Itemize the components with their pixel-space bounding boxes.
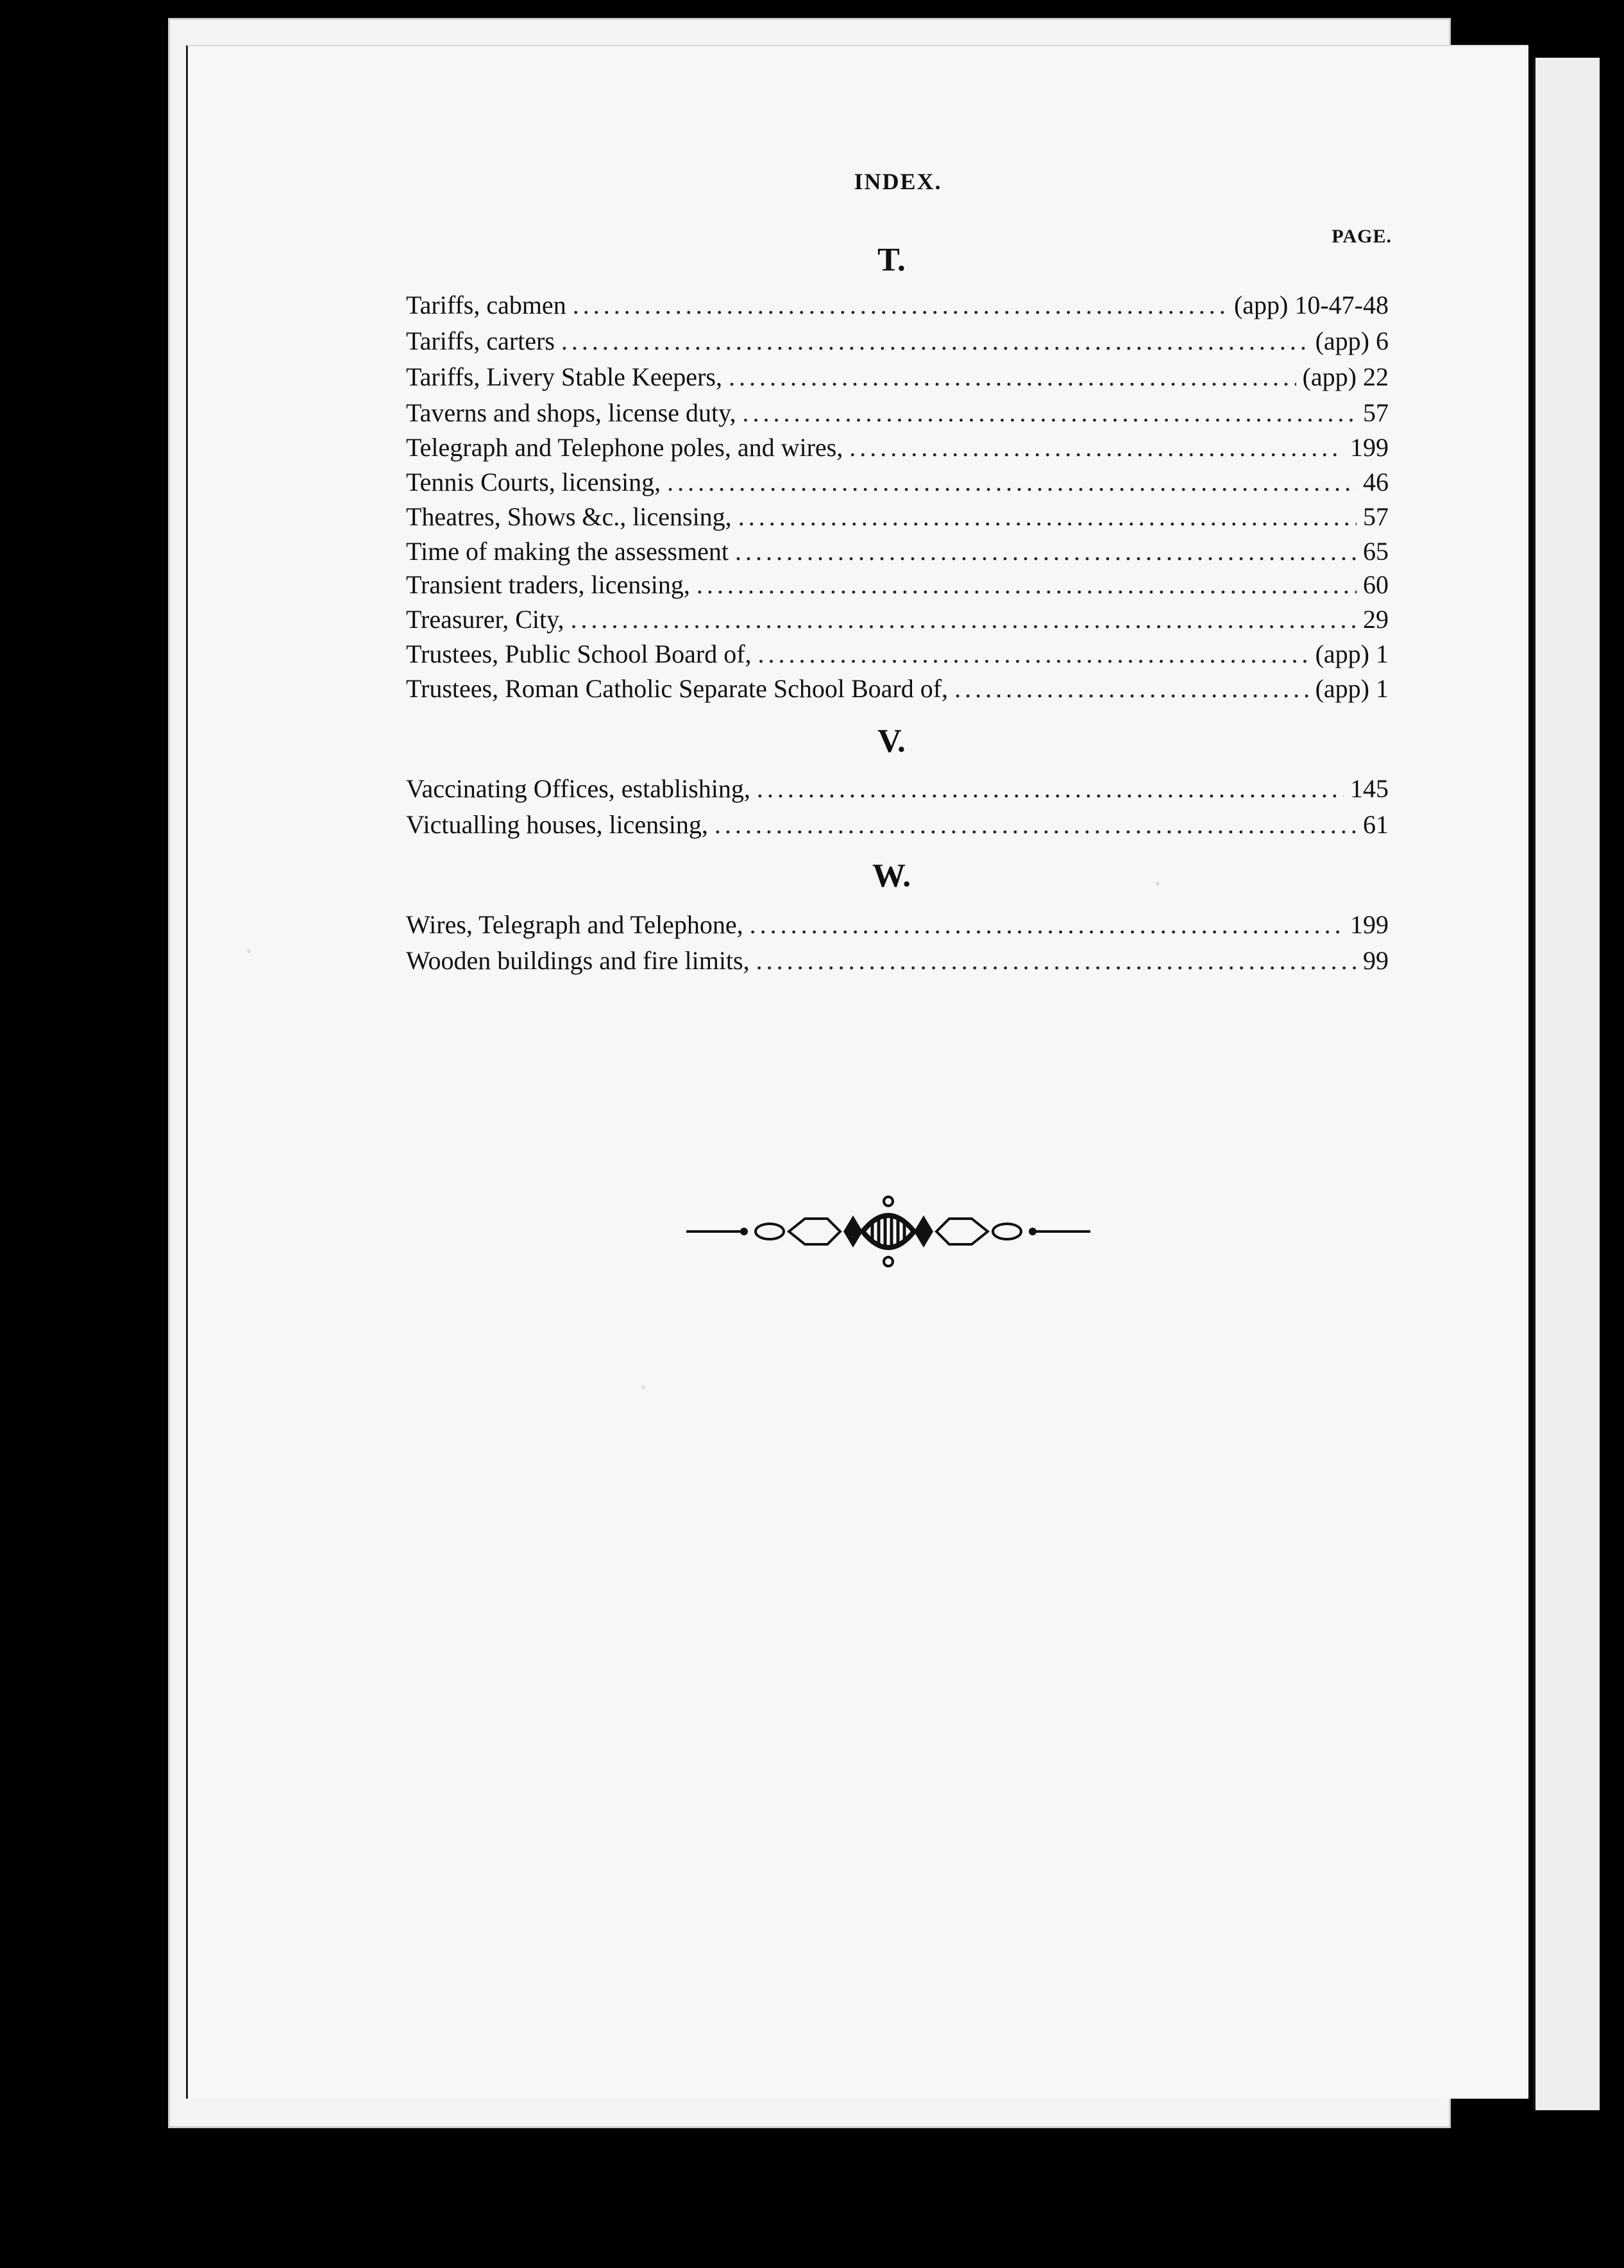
entry-label: Trustees, Public School Board of, [406,639,752,668]
index-entry [406,604,1389,640]
entry-label: Victualling houses, licensing, [406,810,708,839]
dot-leader [573,290,1228,320]
entry-page: (app) 10-47-48 [1233,291,1389,319]
entry-label: Theatres, Shows &c., licensing, [406,502,732,531]
entry-page: (app) 22 [1302,362,1389,391]
index-entry [406,639,1389,675]
entry-label: Wires, Telegraph and Telephone, [406,910,743,939]
dot-leader [667,467,1357,497]
dot-leader [750,910,1344,940]
entry-label: Transient traders, licensing, [406,570,690,599]
scan-speck [641,1385,645,1389]
scan-speck [1156,882,1160,886]
entry-page: 99 [1363,946,1389,975]
entry-page: 199 [1350,433,1389,462]
entry-page: (app) 6 [1315,326,1389,355]
index-entry [406,326,1389,362]
index-entry [406,774,1389,809]
entry-page: (app) 1 [1315,674,1389,703]
entry-label: Time of making the assessment [406,537,729,566]
dot-leader [756,945,1357,976]
entry-label: Tennis Courts, licensing, [406,468,661,496]
index-entry [406,290,1389,326]
entry-label: Taverns and shops, license duty, [406,398,736,427]
entry-page: 46 [1363,468,1389,496]
entry-page: 57 [1363,398,1389,427]
scan-speck [247,949,251,953]
dot-leader [735,536,1357,566]
entry-page: 60 [1363,570,1389,599]
entry-page: 145 [1350,774,1389,803]
entry-page: 57 [1363,502,1389,531]
index-entry [406,536,1389,572]
dot-leader [738,502,1357,532]
index-entry [406,570,1389,605]
dot-leader [757,774,1344,804]
dot-leader [561,326,1309,356]
index-entry [406,809,1389,845]
dot-leader [954,673,1309,704]
dot-leader [743,398,1357,428]
index-entry [406,362,1389,398]
section-letter-v: V. [877,723,906,759]
dot-leader [715,809,1357,840]
index-entry [406,945,1389,981]
page-title: INDEX. [854,169,942,194]
dot-leader [729,362,1296,392]
index-entry [406,432,1389,468]
entry-label: Wooden buildings and fire limits, [406,946,750,975]
index-entry [406,398,1389,434]
entry-label: Tariffs, cabmen [406,291,566,319]
dot-leader [849,432,1344,462]
dot-leader [758,639,1309,669]
index-entry [406,502,1389,537]
entry-label: Tariffs, carters [406,326,555,355]
entry-page: (app) 1 [1315,639,1389,668]
dot-leader [571,604,1357,634]
facing-page-edge [1533,58,1600,2110]
entry-label: Trustees, Roman Catholic Separate School Board of, [406,674,949,703]
decorative-ornament-icon [680,1190,1097,1273]
entry-page: 65 [1363,537,1389,566]
entry-page: 61 [1363,810,1389,839]
section-letter-t: T. [877,242,906,278]
entry-label: Vaccinating Offices, establishing, [406,774,750,803]
entry-page: 29 [1363,605,1389,634]
index-entry [406,467,1389,503]
dot-leader [697,570,1357,600]
entry-label: Telegraph and Telephone poles, and wires, [406,433,843,462]
index-entry [406,910,1389,945]
index-entry [406,673,1389,709]
section-letter-w: W. [872,858,911,894]
entry-page: 199 [1350,910,1389,939]
entry-label: Tariffs, Livery Stable Keepers, [406,362,722,391]
entry-label: Treasurer, City, [406,605,564,634]
page-column-heading: PAGE. [1332,226,1392,247]
